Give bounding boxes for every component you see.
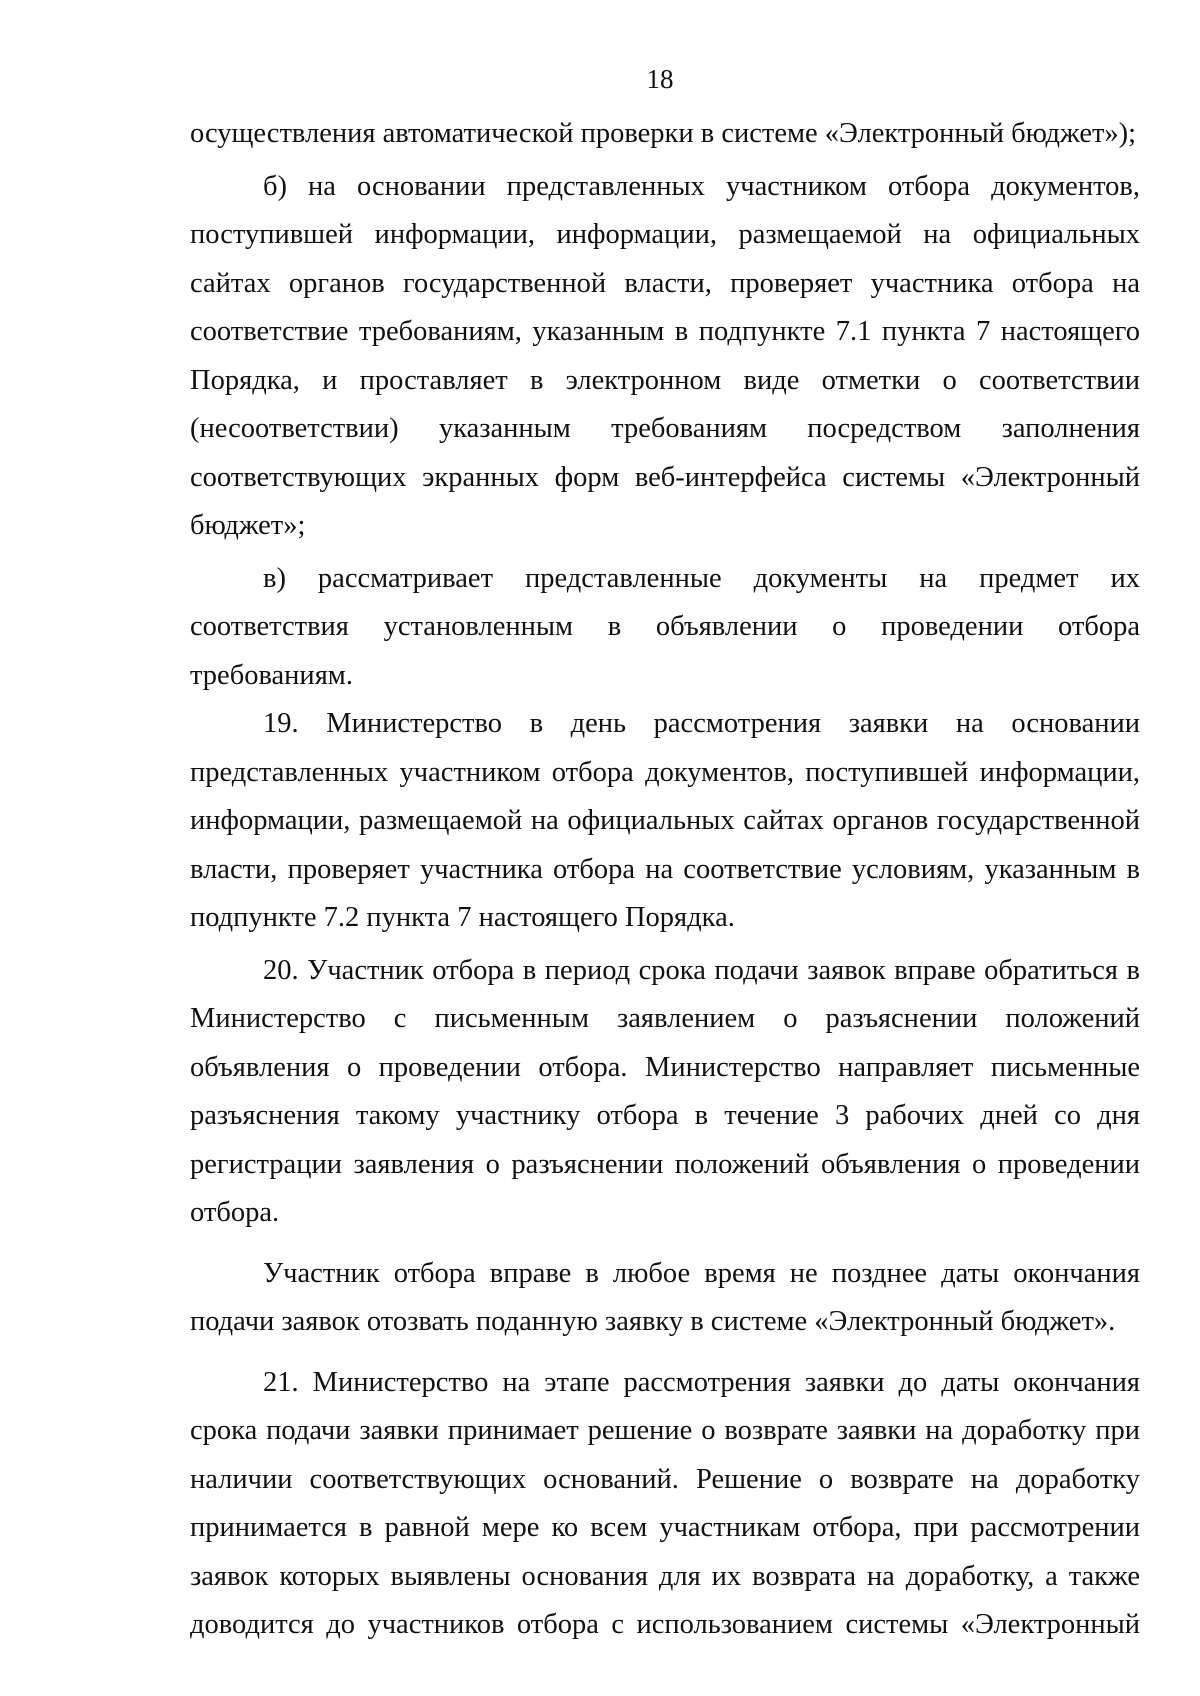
document-body [190,110,1140,1650]
paragraph-continuation: осуществления автоматической проверки в системе «Электронный бюджет»); [190,118,1137,149]
paragraph-20-withdrawal: Участник отбора вправе в любое время не позднее даты окончания подачи заявок отозвать поданную заявку в системе «Электронный бюджет». [190,1257,1140,1337]
paragraph-item-v: в) рассматривает представленные документы на предмет их соответствия установленным в объявлении о проведении отбора требованиям. [190,562,1140,691]
paragraph-21: 21. Министерство на этапе рассмотрения заявки до даты окончания срока подачи заявки принимает решение о возврате заявки на доработку при наличии соответствующих оснований. Решение о возврате на доработку принимается в равной мере ко всем участникам отбора, при рассмотрении заявок которых выявлены основания для их возврата на доработку, а также доводится до участников отбора с использованием системы «Электронный [190,1366,1140,1640]
paragraph-20: 20. Участник отбора в период срока подачи заявок вправе обратиться в Министерство с письменным заявлением о разъяснении положений объявления о проведении отбора. Министерство направляет письменные разъяснения такому участнику отбора в течение 3 рабочих дней со дня регистрации заявления о разъяснении положений объявления о проведении отбора. [190,954,1140,1228]
paragraph-item-b: б) на основании представленных участником отбора документов, поступившей информации, информации, размещаемой на официальных сайтах органов государственной власти, проверяет участника отбора на соответствие требованиям, указанным в подпункте 7.1 пункта 7 настоящего Порядка, и проставляет в электронном виде отметки о соответствии (несоответствии) указанным требованиям посредством заполнения соответствующих экранных форм веб-интерфейса системы «Электронный бюджет»; [190,170,1140,541]
page-number: 18 [646,64,674,94]
paragraph-19: 19. Министерство в день рассмотрения заявки на основании представленных участником отбора документов, поступившей информации, информации, размещаемой на официальных сайтах органов государственной власти, проверяет участника отбора на соответствие условиям, указанным в подпункте 7.2 пункта 7 настоящего Порядка. [190,708,1140,933]
